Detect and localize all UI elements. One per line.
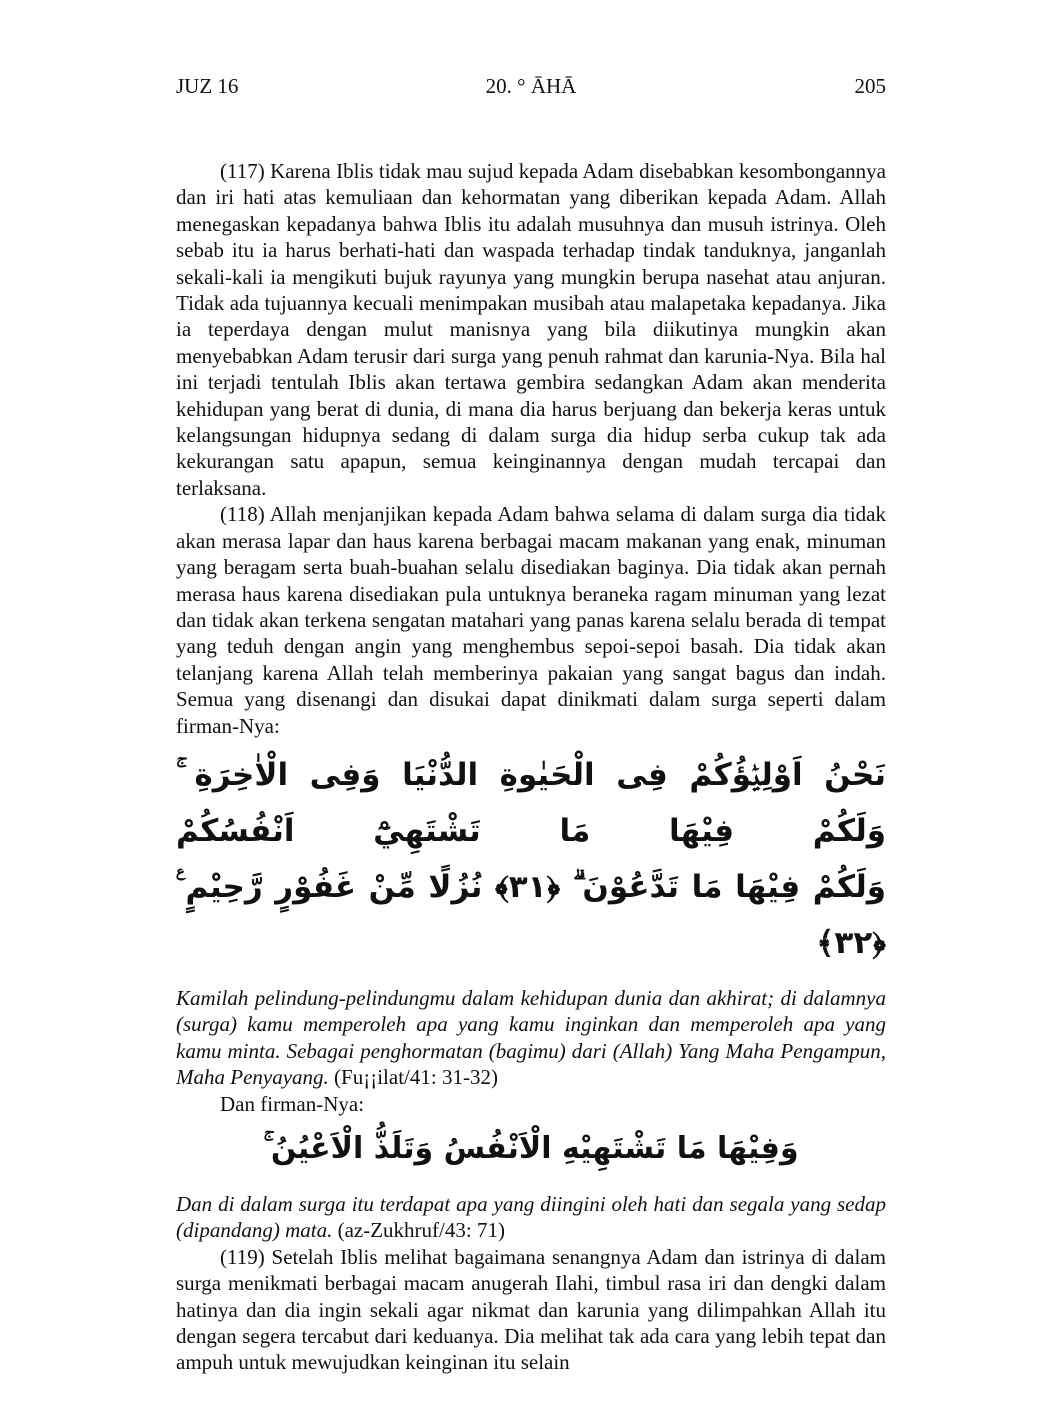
quran-verse-fussilat: [176, 747, 886, 971]
surah-title: 20. ° ĀHĀ: [485, 74, 577, 98]
verse-2-translation: Dan di dalam surga itu terdapat apa yang diingini oleh hati dan segala yang sedap (dipandang) mata.: [176, 1191, 886, 1243]
verse-1-translation: Kamilah pelindung-pelindungmu dalam kehidupan dunia dan akhirat; di dalamnya (surga) kamu memperoleh apa yang kamu inginkan dan memperoleh apa yang kamu minta. Sebagai penghormatan (bagimu) dari (Allah) Yang Maha Pengampun, Maha Penyayang.: [176, 985, 886, 1090]
verse-1-translation-block: [176, 985, 886, 1091]
verse-2-translation-block: [176, 1191, 886, 1244]
juz-label: JUZ 16: [176, 74, 239, 98]
paragraph-117: (117) Karena Iblis tidak mau sujud kepada Adam disebabkan kesombongannya dan iri hati atas kemuliaan dan kehormatan yang diberikan kepada Adam. Allah menegaskan kepadanya bahwa Iblis itu adalah musuhnya dan musuh istrinya. Oleh sebab itu ia harus berhati-hati dan waspada terhadap tindak tanduknya, janganlah sekali-kali ia mengikuti bujuk rayunya yang mungkin berupa nasehat atau anjuran. Tidak ada tujuannya kecuali menimpakan musibah atau malapetaka kepadanya. Jika ia teperdaya dengan mulut manisnya yang bila diikutinya mungkin akan menyebabkan Adam terusir dari surga yang penuh rahmat dan karunia-Nya. Bila hal ini terjadi tentulah Iblis akan tertawa gembira sedangkan Adam akan menderita kehidupan yang berat di dunia, di mana dia harus berjuang dan bekerja keras untuk kelangsungan hidupnya sedang di dalam surga dia hidup serba cukup tak ada kekurangan satu apapun, semua keinginannya dengan mudah tercapai dan terlaksana.: [176, 159, 886, 500]
arabic-line-1: نَحْنُ اَوْلِيٰۤؤُكُمْ فِى الْحَيٰوةِ الدُّنْيَا وَفِى الْاٰخِرَةِ ۚ وَلَكُمْ فِيْهَا مَا تَشْتَهِيْٓ اَنْفُسُكُمْ: [176, 756, 886, 849]
paragraph-119: (119) Setelah Iblis melihat bagaimana senangnya Adam dan istrinya di dalam surga menikmati berbagai macam anugerah Ilahi, timbul rasa iri dan dengki dalam hatinya dan dia ingin sekali agar nikmat dan karunia yang dilimpahkan Allah itu dengan segera tercabut dari keduanya. Dia melihat tak ada cara yang lebih tepat dan ampuh untuk mewujudkan keinginan itu selain: [176, 1244, 886, 1375]
verse-1-source: (Fu¡¡ilat/41: 31-32): [334, 1065, 498, 1090]
page-body: [176, 158, 886, 1376]
paragraph-118: (118) Allah menjanjikan kepada Adam bahwa selama di dalam surga dia tidak akan merasa lapar dan haus karena berbagai macam makanan yang enak, minuman yang beragam serta buah-buahan selalu disediakan baginya. Dia tidak akan pernah merasa haus karena disediakan pula untuknya beraneka ragam minuman yang lezat dan tidak akan terkena sengatan matahari yang panas karena selalu berada di tempat yang teduh dengan angin yang menghembus sepoi-sepoi basah. Dia tidak akan telanjang karena Allah telah memberinya pakaian yang sangat bagus dan indah. Semua yang disenangi dan disukai dapat dinikmati dalam surga seperti dalam firman-Nya:: [176, 502, 886, 738]
page-number: 205: [854, 74, 886, 98]
verse-2-source: (az-Zukhruf/43: 71): [337, 1218, 505, 1243]
quran-verse-zukhruf: وَفِيْهَا مَا تَشْتَهِيْهِ الْاَنْفُسُ وَتَلَذُّ الْاَعْيُنُ ۚ: [263, 1130, 799, 1166]
arabic-line-2: وَلَكُمْ فِيْهَا مَا تَدَّعُوْنَ ۗ ﴿٣١﴾ نُزُلًا مِّنْ غَفُوْرٍ رَّحِيْمٍ ࣖ ﴿٣٢﴾: [176, 868, 886, 961]
page-header: [176, 74, 886, 104]
intro-second-verse: Dan firman-Nya:: [220, 1091, 365, 1116]
